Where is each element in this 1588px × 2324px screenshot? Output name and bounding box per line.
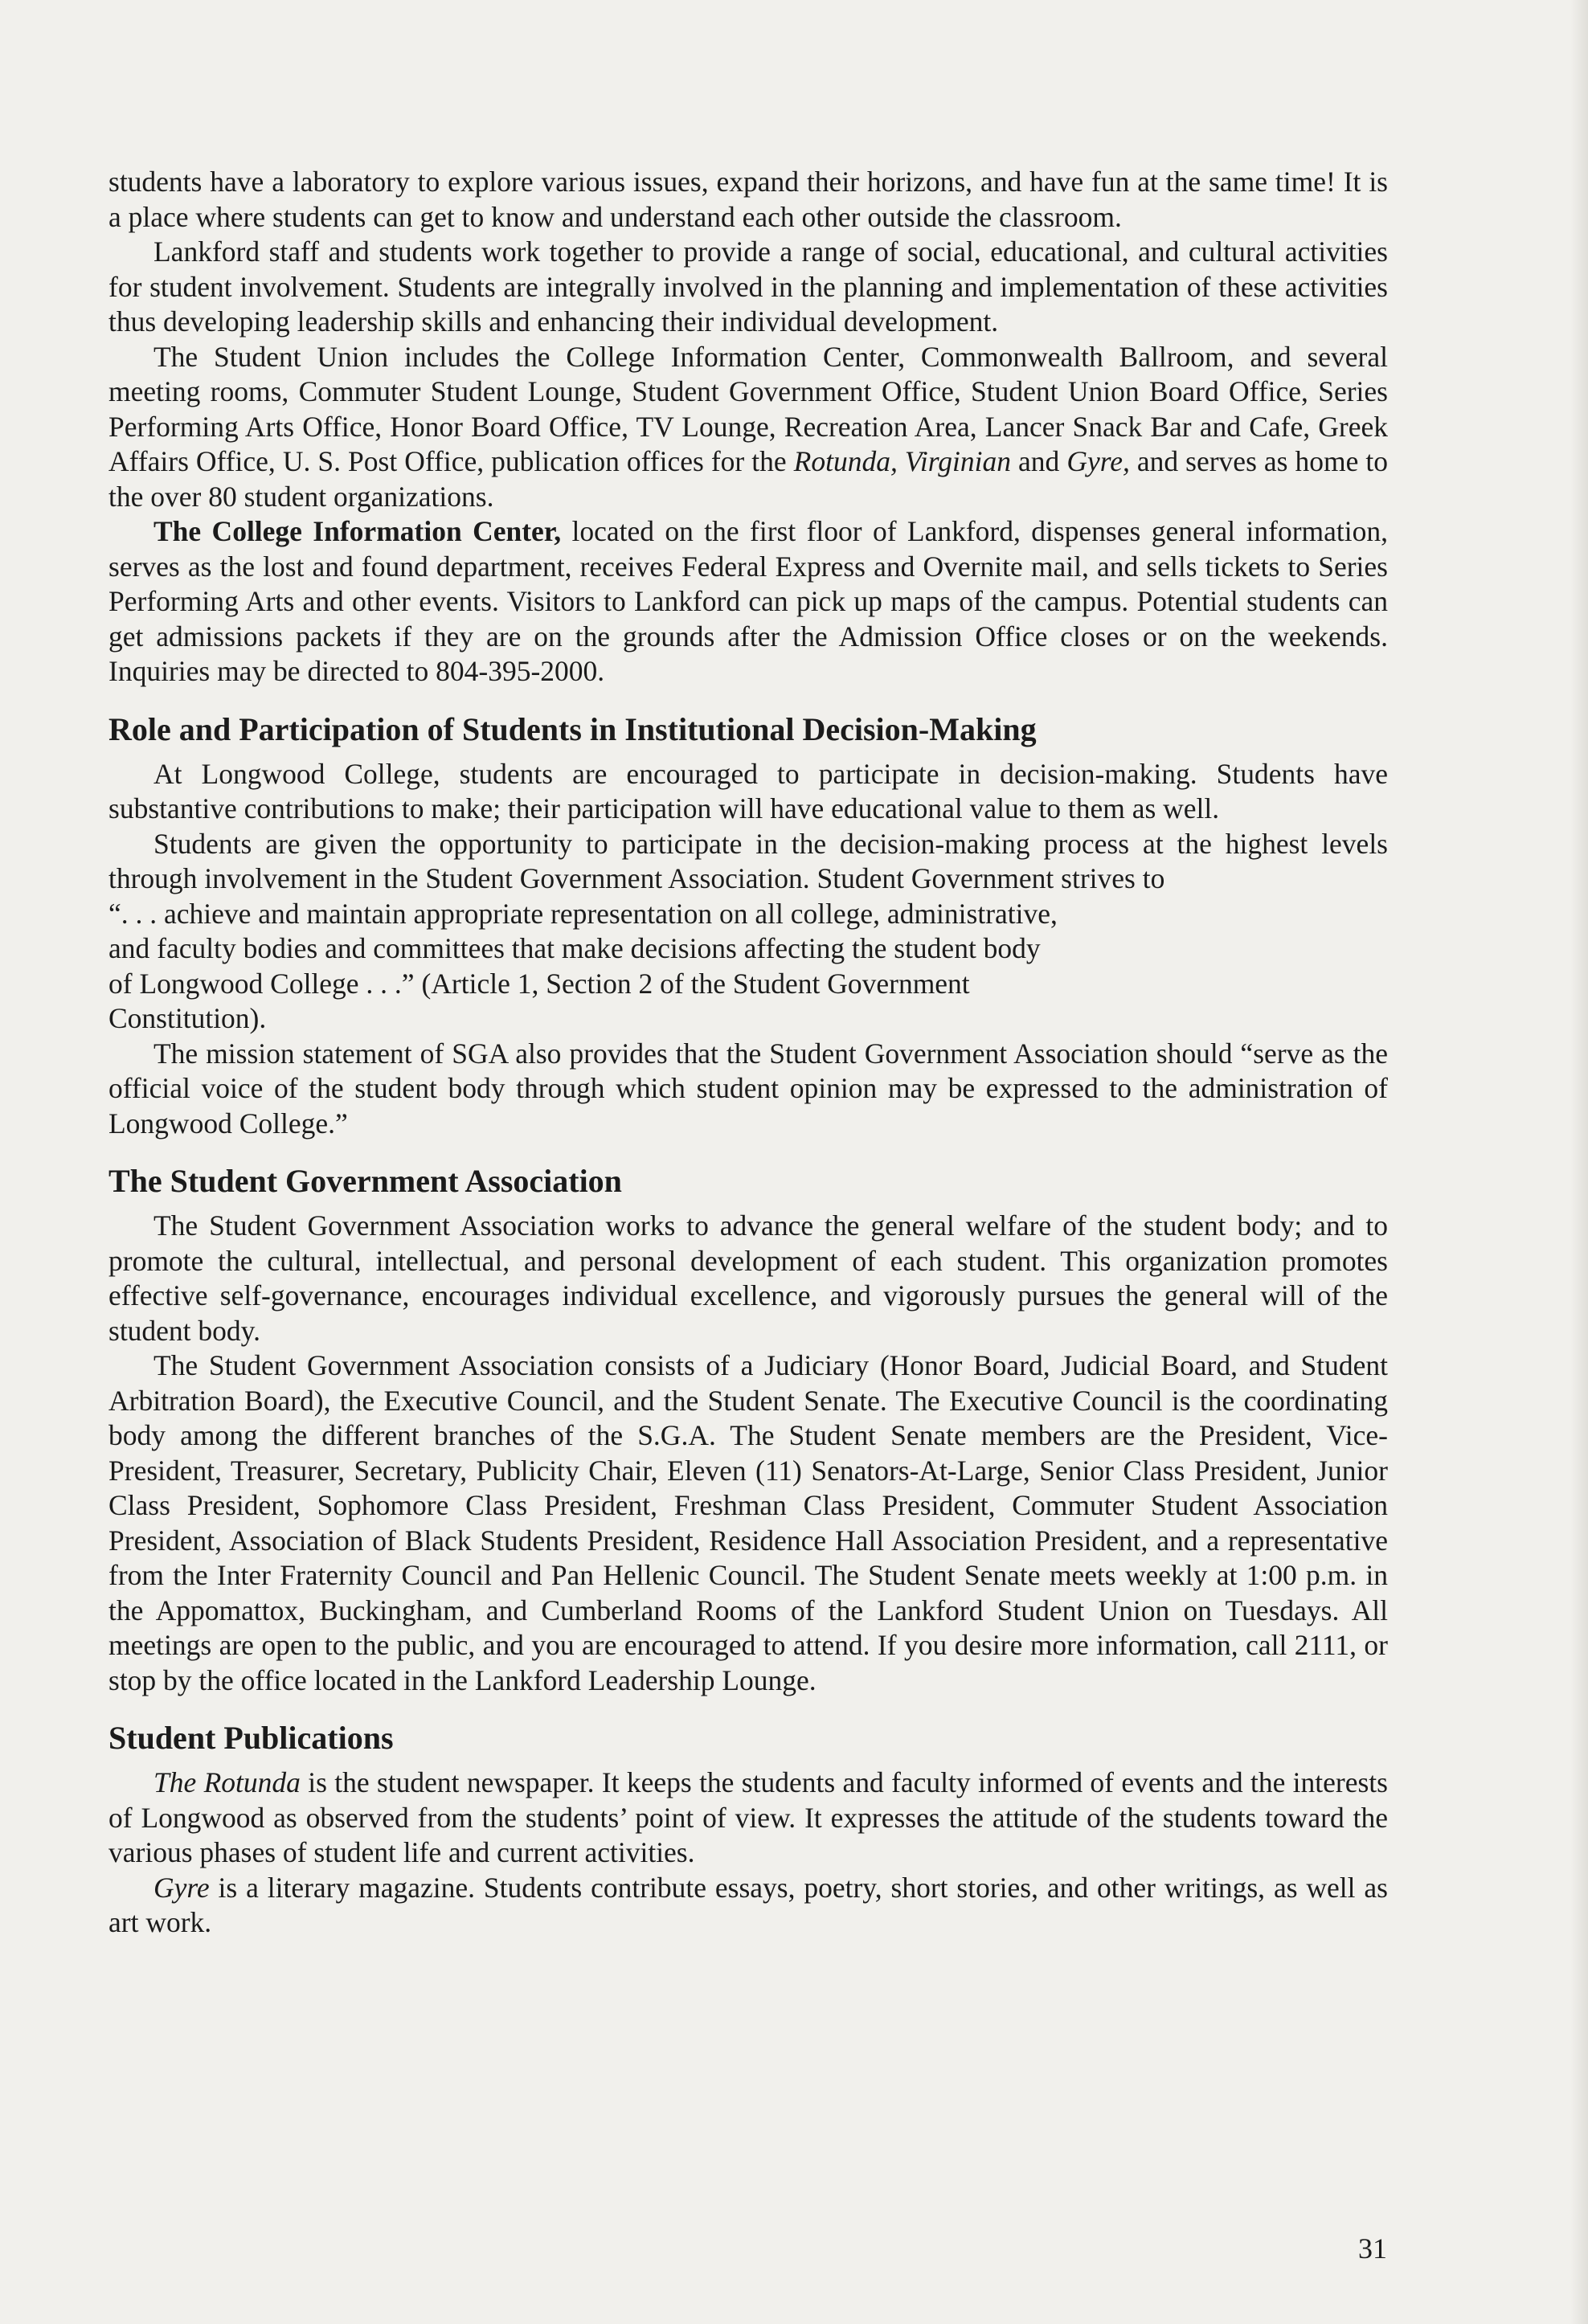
paragraph-sga-structure: The Student Government Association consists of a Judiciary (Honor Board, Judicial Board, and Student Arbitration Board), the Executive Council, and the Student Senate. The Executive Council is the coordinating body among the different branches of the S.G.A. The Student Senate members are the President, Vice-President, Treasurer, Secretary, Publicity Chair, Eleven (11) Senators-At-Large, Senior Class President, Junior Class President, Sophomore Class President, Freshman Class President, Commuter Student Association President, Association of Black Students President, Residence Hall Association President, and a representative from the Inter Fraternity Council and Pan Hellenic Council. The Student Senate meets weekly at 1:00 p.m. in the Appomattox, Buckingham, and Cumberland Rooms of the Lankford Student Union on Tuesdays. All meetings are open to the public, and you are encouraged to attend. If you desire more information, call 2111, or stop by the office located in the Lankford Leadership Lounge.	[108, 1349, 1388, 1696]
rotunda-description: is the student newspaper. It keeps the students and faculty informed of events and the interests of Longwood as observed from the students’ point of view. It expresses the attitude of the students toward the various phases of student life and current activities.	[108, 1766, 1388, 1868]
rotunda-newspaper-title: The Rotunda	[153, 1766, 301, 1798]
paragraph-opportunity: Students are given the opportunity to participate in the decision-making process at the highest levels through involvement in the Student Government Association. Student Government strives to	[108, 827, 1388, 894]
rotunda-title: Rotunda,	[793, 445, 898, 477]
information-center-text: located on the first floor of Lankford, dispenses general information, serves as the lost and found department, receives Federal Express and Overnite mail, and sells tickets to Series Performing Arts and other events. Visitors to Lankford can pick up maps of the campus. Potential students can get admissions packets if they are on the grounds after the Admission Office closes or on the weekends. Inquiries may be directed to 804-395-2000.	[108, 515, 1388, 687]
gyre-description: is a literary magazine. Students contribute essays, poetry, short stories, and other writings, as well as art work.	[108, 1871, 1388, 1938]
gyre-magazine-title: Gyre	[153, 1871, 210, 1904]
paragraph-sga-welfare: The Student Government Association works to advance the general welfare of the student body; and to promote the cultural, intellectual, and personal development of each student. This organization promotes effective self-governance, encourages individual excellence, and vigorously pursues the general will of the student body.	[108, 1209, 1388, 1347]
student-union-and: and	[1011, 445, 1067, 477]
paragraph-rotunda	[108, 1766, 1388, 1871]
paragraph-gyre	[108, 1871, 1388, 1941]
constitution-quote: “. . . achieve and maintain appropriate representation on all college, administrative, and faculty bodies and committees that make decisions affecting the student body of Longwood College . . .” (Article 1, Section 2 of the Student Government Constitution).	[108, 897, 1058, 1034]
paragraph-decision-making: At Longwood College, students are encouraged to participate in decision-making. Students have substantive contributions to make; their participation will have educational value to them as well.	[108, 757, 1388, 824]
heading-decision-making: Role and Participation of Students in Institutional Decision-Making	[108, 710, 1037, 747]
paragraph-lankford-staff: Lankford staff and students work together to provide a range of social, educational, and cultural activities for student involvement. Students are integrally involved in the planning and implementation of these activities thus developing leadership skills and enhancing their individual development.	[108, 235, 1388, 338]
page-body	[108, 165, 1388, 1941]
information-center-lead: The College Information Center,	[153, 515, 562, 547]
heading-publications: Student Publications	[108, 1720, 394, 1756]
page-edge-shadow	[1570, 0, 1588, 2324]
paragraph-information-center	[108, 514, 1388, 689]
page-number: 31	[1358, 2232, 1387, 2265]
heading-sga: The Student Government Association	[108, 1163, 622, 1199]
paragraph-laboratory: students have a laboratory to explore various issues, expand their horizons, and have fun at the same time! It is a place where students can get to know and understand each other outside the classroom.	[108, 166, 1388, 233]
gyre-title: Gyre,	[1066, 445, 1130, 477]
virginian-title: Virginian	[904, 445, 1012, 477]
paragraph-student-union	[108, 340, 1388, 515]
student-union-text-1: The Student Union includes the College Information Center, Commonwealth Ballroom, and several meeting rooms, Commuter Student Lounge, Student Government Office, Student Union Board Office, Series Performing Arts Office, Honor Board Office, TV Lounge, Recreation Area, Lancer Snack Bar and Cafe, Greek Affairs Office, U. S. Post Office, publication offices for the	[108, 340, 1388, 477]
paragraph-mission-statement: The mission statement of SGA also provides that the Student Government Association should “serve as the official voice of the student body through which student opinion may be expressed to the administration of Longwood College.”	[108, 1037, 1388, 1139]
student-union-text-2: and serves as home to the over 80 student organizations.	[108, 445, 1389, 513]
